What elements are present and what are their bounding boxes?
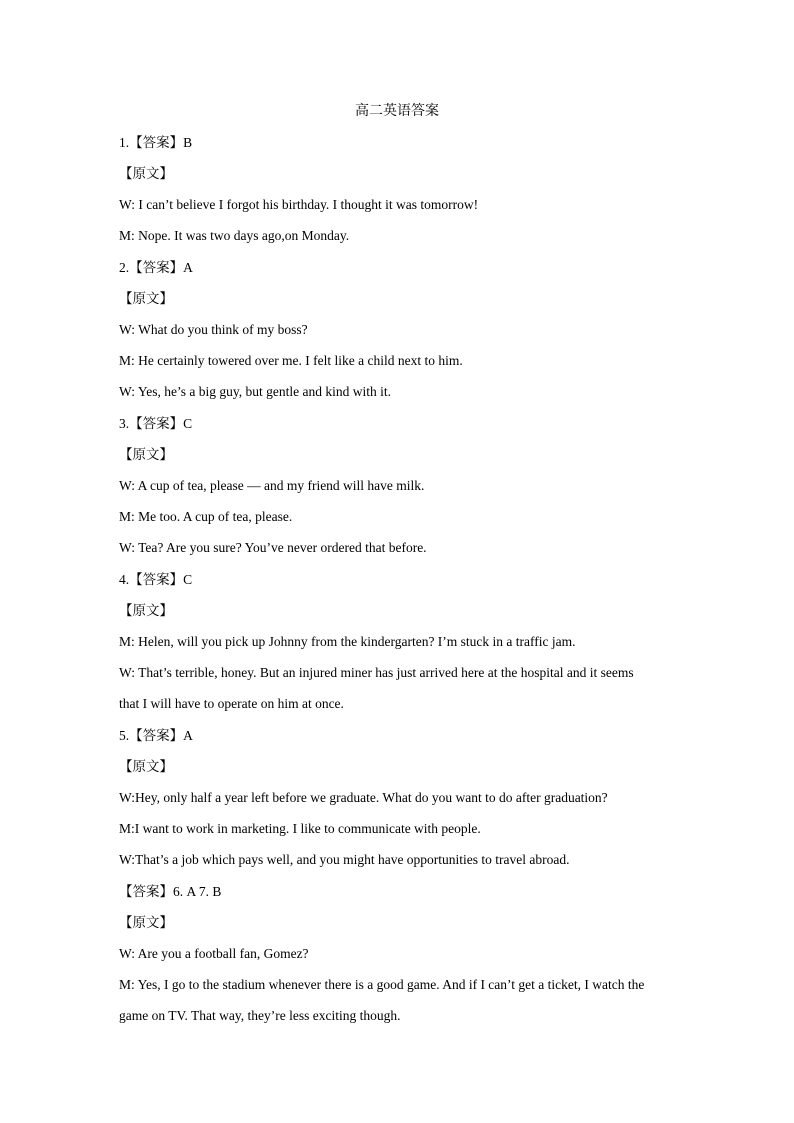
answer-1-label: 1.【答案】B: [119, 135, 193, 150]
transcript-line: W:That’s a job which pays well, and you might have opportunities to travel abroad.: [119, 852, 570, 867]
transcript-line: that I will have to operate on him at once.: [119, 696, 344, 711]
transcript-heading: 【原文】: [119, 603, 173, 618]
answer-4-label: 4.【答案】C: [119, 572, 193, 587]
transcript-line: M: Nope. It was two days ago,on Monday.: [119, 228, 350, 243]
transcript-line: W:Hey, only half a year left before we graduate. What do you want to do after graduation?: [119, 790, 608, 805]
transcript-heading: 【原文】: [119, 759, 173, 774]
transcript-line: W: A cup of tea, please — and my friend will have milk.: [119, 478, 425, 493]
transcript-heading: 【原文】: [119, 915, 173, 930]
transcript-line: M: Yes, I go to the stadium whenever there is a good game. And if I can’t get a ticket, I watch the: [119, 977, 645, 992]
transcript-heading: 【原文】: [119, 447, 173, 462]
transcript-heading: 【原文】: [119, 291, 173, 306]
answer-3-label: 3.【答案】C: [119, 416, 193, 431]
transcript-line: W: I can’t believe I forgot his birthday. I thought it was tomorrow!: [119, 197, 479, 212]
page-title: 高二英语答案: [355, 104, 439, 119]
transcript-line: W: Are you a football fan, Gomez?: [119, 946, 309, 961]
transcript-line: game on TV. That way, they’re less exciting though.: [119, 1008, 401, 1023]
answer-2-label: 2.【答案】A: [119, 260, 193, 275]
transcript-line: W: Tea? Are you sure? You’ve never ordered that before.: [119, 540, 427, 555]
transcript-line: M: He certainly towered over me. I felt like a child next to him.: [119, 353, 463, 368]
transcript-line: W: What do you think of my boss?: [119, 322, 308, 337]
transcript-line: M: Me too. A cup of tea, please.: [119, 509, 293, 524]
answer-5-label: 5.【答案】A: [119, 728, 193, 743]
transcript-heading: 【原文】: [119, 166, 173, 181]
transcript-line: M: Helen, will you pick up Johnny from the kindergarten? I’m stuck in a traffic jam.: [119, 634, 576, 649]
transcript-line: W: That’s terrible, honey. But an injured miner has just arrived here at the hospital and it seems: [119, 665, 634, 680]
transcript-line: W: Yes, he’s a big guy, but gentle and kind with it.: [119, 384, 391, 399]
answer-6-7-label: 【答案】6. A 7. B: [119, 884, 222, 899]
transcript-line: M:I want to work in marketing. I like to communicate with people.: [119, 821, 481, 836]
